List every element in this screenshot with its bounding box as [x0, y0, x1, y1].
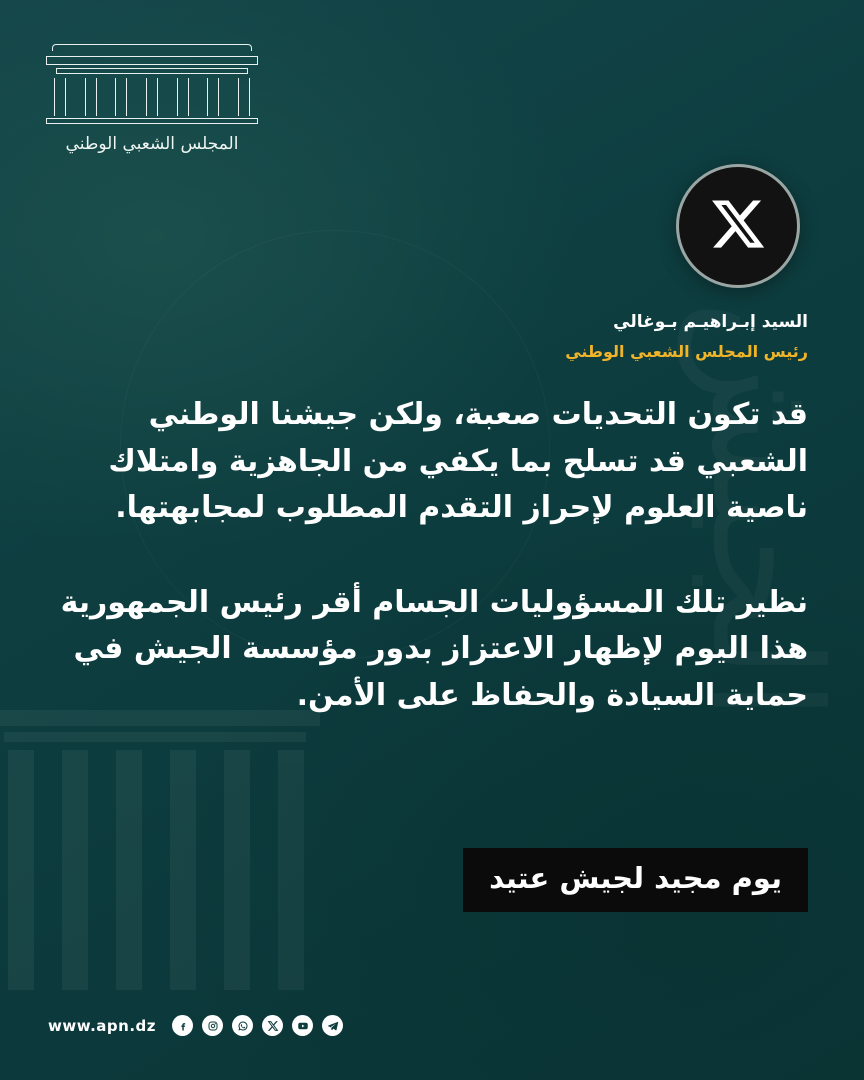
- facebook-icon[interactable]: [172, 1015, 193, 1036]
- whatsapp-icon[interactable]: [232, 1015, 253, 1036]
- youtube-icon[interactable]: [292, 1015, 313, 1036]
- speaker-name: السيد إبـراهيـم بـوغالي: [613, 312, 808, 332]
- quote-block: [48, 392, 808, 719]
- website-url[interactable]: www.apn.dz: [48, 1016, 157, 1035]
- organization-name: المجلس الشعبي الوطني: [65, 134, 239, 154]
- footer: [48, 1015, 343, 1036]
- x-twitter-badge[interactable]: [676, 164, 800, 288]
- slogan-banner: يوم مجيد لجيش عتيد: [463, 848, 808, 912]
- quote-paragraph-1: قد تكون التحديات صعبة، ولكن جيشنا الوطني الشعبي قد تسلح بما يكفي من الجاهزية وامتلاك ناصية العلوم لإحراز التقدم المطلوب لمجابهتها.: [108, 397, 808, 525]
- quote-paragraph-2: نظير تلك المسؤوليات الجسام أقر رئيس الجمهورية هذا اليوم لإظهار الاعتزاز بدور مؤسسة الجيش في حماية السيادة والحفاظ على الأمن.: [60, 584, 808, 713]
- parliament-building-icon: [46, 42, 258, 126]
- speaker-title: رئيس المجلس الشعبي الوطني: [565, 341, 808, 361]
- telegram-icon[interactable]: [322, 1015, 343, 1036]
- speaker-block: [565, 310, 808, 364]
- organization-logo: [44, 42, 260, 154]
- social-links: [172, 1015, 343, 1036]
- x-twitter-icon: [709, 195, 767, 257]
- watermark-parliament-icon: [0, 710, 320, 1010]
- instagram-icon[interactable]: [202, 1015, 223, 1036]
- x-twitter-icon[interactable]: [262, 1015, 283, 1036]
